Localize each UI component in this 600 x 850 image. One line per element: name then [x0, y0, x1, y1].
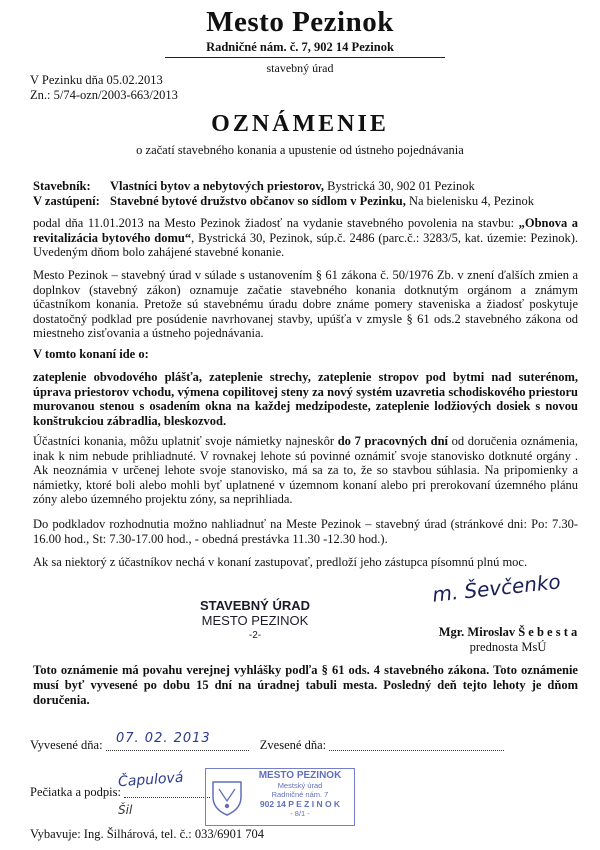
date-line: V Pezinku dňa 05.02.2013	[30, 73, 163, 87]
paragraph-inspection: Do podkladov rozhodnutia možno nahliadnuť na Meste Pezinok – stavebný úrad (stránkové dni: Po: 7.30-16.00 hod., St: 7.30-17.00 hod., - obedná prestávka 11.30 -12.30 hod.).	[33, 517, 578, 546]
city-stamp-line2: Mestský úrad	[277, 780, 323, 790]
removed-field	[329, 738, 504, 751]
prepared-by: Vybavuje: Ing. Šilhárová, tel. č.: 033/6901 704	[30, 827, 264, 841]
handwritten-signature: m. Ševčenko	[431, 569, 562, 607]
stamp-label: Pečiatka a podpis:	[30, 785, 121, 799]
representative-row	[33, 194, 578, 209]
office-stamp-line2: MESTO PEZINOK	[201, 613, 309, 628]
city-stamp-line5: - 8/1 -	[290, 809, 310, 818]
builder-address: Bystrická 30, 902 01 Pezinok	[324, 179, 475, 193]
office-stamp-line3: -2-	[248, 630, 262, 641]
paragraph-representation: Ak sa niektorý z účastníkov nechá v konaní zastupovať, predloží jeho zástupca písomnú plnú moc.	[33, 555, 528, 569]
document-title: OZNÁMENIE	[211, 111, 389, 137]
posted-date-handwritten: 07. 02. 2013	[116, 731, 211, 746]
stamp-handwritten-signature: Čapulová	[117, 769, 184, 791]
office-stamp-line1: STAVEBNÝ ÚRAD	[199, 598, 311, 613]
posted-label: Vyvesené dňa:	[30, 738, 103, 752]
scope-description: zateplenie obvodového plášťa, zateplenie strechy, zateplenie stropov pod bytmi nad suterénom, úprava priestorov vchodu, výmena copilitovej steny za nový systém uzavretia schodiskového priestoru murovanou stenou s osadením okna na každej medzipodeste, zateplenie lodžiových dosiek s novou konštrukciou zábradlia, bleskozvod.	[33, 370, 578, 428]
city-stamp-line4: 902 14 P E Z I N O K	[259, 798, 341, 809]
city-stamp-text	[248, 771, 352, 819]
header-address: Radničné nám. č. 7, 902 14 Pezinok	[206, 40, 394, 54]
paragraph-application	[33, 216, 578, 260]
city-stamp-line1: MESTO PEZINOK	[258, 770, 342, 781]
p1-text-c: , Bystrická 30, Pezinok, súp.č. 2486 (parc.č.: 3283/5, kat. územie: Pezinok). Uvedeným dňom bolo zahájené stavebné konanie.	[33, 230, 578, 260]
representative-label: V zastúpení:	[33, 193, 100, 208]
builder-name: Vlastníci bytov a nebytových priestorov,	[110, 179, 325, 193]
p1-text-a: podal dňa 11.01.2013 na Mesto Pezinok žiadosť na vydanie stavebného povolenia na stavbu:	[33, 216, 519, 230]
header-divider	[165, 57, 445, 58]
signatory-block	[428, 625, 588, 654]
signatory-name: Mgr. Miroslav Š e b e s t a	[438, 625, 578, 639]
city-stamp	[205, 768, 355, 826]
city-stamp-line3: Radničné nám. 7	[271, 790, 329, 799]
header-city: Mesto Pezinok	[206, 6, 394, 38]
posted-row	[30, 736, 590, 753]
public-notice: Toto oznámenie má povahu verejnej vyhlášky podľa § 61 ods. 4 stavebného zákona. Toto oznámenie musí byť vyvesené po dobu 15 dní na úradnej tabuli mesta. Posledný deň tejto lehoty je dňom doručenia.	[33, 663, 578, 707]
deadline: do 7 pracovných dní	[337, 434, 448, 448]
representative-name: Stavebné bytové družstvo občanov so sídlom v Pezinku,	[110, 193, 406, 208]
builder-label: Stavebník:	[33, 179, 91, 193]
p3-text-a: Účastníci konania, môžu uplatniť svoje námietky najneskôr	[33, 434, 338, 448]
paragraph-objections	[33, 434, 578, 507]
coat-of-arms-icon	[210, 779, 244, 817]
removed-label: Zvesené dňa:	[259, 738, 327, 752]
project-name: „Obnova a revitalizácia bytového domu“	[33, 216, 578, 245]
date-reference-block	[30, 73, 178, 103]
scope-heading: V tomto konaní ide o:	[33, 347, 149, 361]
document-subtitle: o začatí stavebného konania a upustenie od ústneho pojednávania	[136, 143, 464, 157]
reference-number: Zn.: 5/74-ozn/2003-663/2013	[30, 88, 178, 102]
header-office: stavebný úrad	[266, 61, 334, 75]
representative-address: Na bielenisku 4, Pezinok	[405, 193, 534, 208]
paragraph-legal-basis: Mesto Pezinok – stavebný úrad v súlade s ustanovením § 61 zákona č. 50/1976 Zb. v znení ďalších zmien a doplnkov (stavebný zákon) oznamuje začatie stavebného konania dotknutým orgánom a známym účastníkom konania. Pretože sú stavebnému úradu dobre známe pomery staveniska a žiadosť poskytuje dostatočný podklad pre posúdenie navrhovanej stavby, upúšťa v zmysle § 61 ods.2 stavebného zákona od miestneho zisťovania a ústneho pojednávania.	[33, 268, 578, 341]
initials-handwritten: Šil	[118, 803, 133, 817]
builder-row	[33, 179, 578, 194]
signatory-role: prednosta MsÚ	[469, 639, 547, 654]
builder-block	[33, 179, 578, 208]
office-stamp	[190, 598, 320, 643]
p3-text-c: od doručenia oznámenia, inak k nim nebude prihliadnuté. V rovnakej lehote sú povinné oznámiť svoje stanovisko dotknuté orgány . Ak neoznámia v určenej lehote svoje stanovisko, má sa za to, že so stavbou súhlasia. Na pripomienky a námietky, ktoré boli alebo mohli byť uplatnené v územnom konaní alebo pri prerokovaní územného plánu zóny alebo územného projektu zóny, sa neprihliada.	[33, 434, 578, 507]
